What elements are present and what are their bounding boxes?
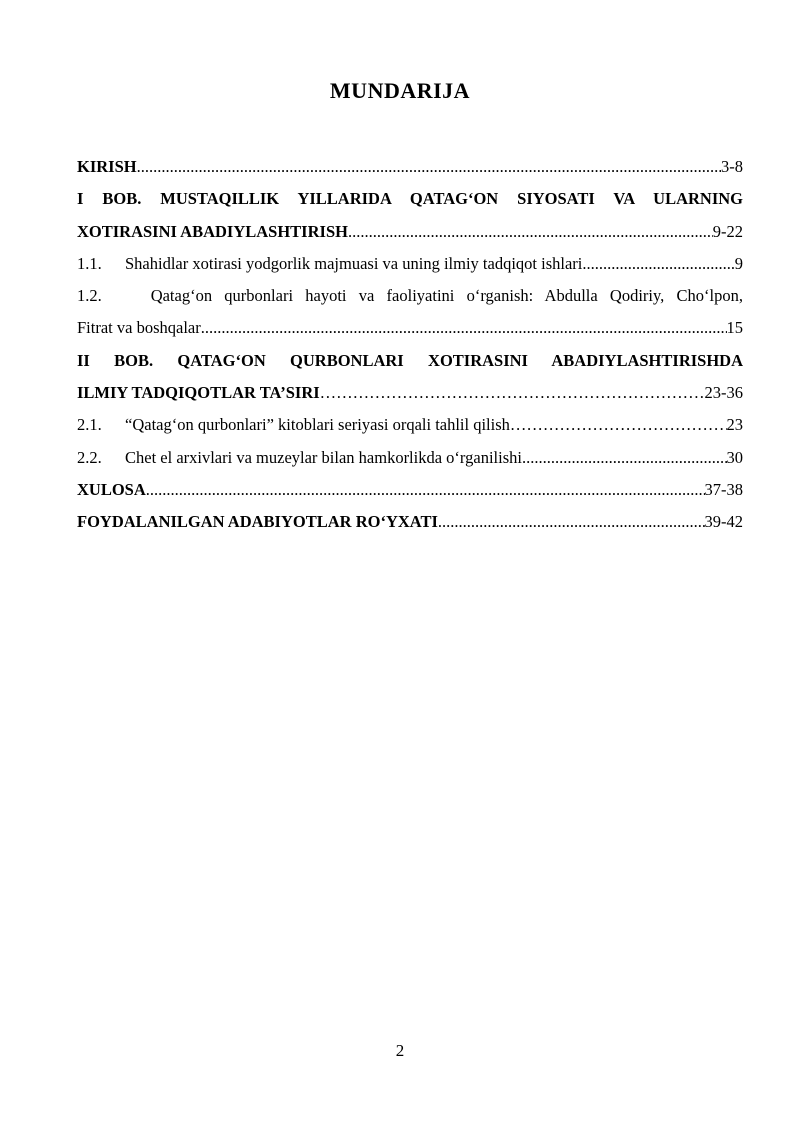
dot-leader bbox=[201, 318, 727, 338]
toc-page-ref: 15 bbox=[726, 318, 743, 338]
page-title: MUNDARIJA bbox=[329, 78, 471, 103]
toc-page-ref: 9-22 bbox=[712, 221, 743, 241]
toc-entry-label: FOYDALANILGAN ADABIYOTLAR RO‘YXATI bbox=[77, 512, 438, 532]
toc-page-ref: 39-42 bbox=[704, 512, 743, 532]
toc-entry-section-2-2 bbox=[77, 448, 743, 480]
toc-entry-section-1-1 bbox=[77, 254, 743, 286]
toc-entry-label: “Qatag‘on qurbonlari” kitoblari seriyasi orqali tahlil qilish bbox=[125, 415, 510, 435]
ellipsis-leader bbox=[320, 383, 705, 403]
toc-section-number: 2.1. bbox=[77, 415, 102, 435]
dot-leader bbox=[582, 254, 734, 274]
toc-entry-chapter-1-heading: I BOB. MUSTAQILLIK YILLARIDA QATAG‘ON SIYOSATI VA ULARNING bbox=[77, 189, 743, 209]
dot-leader bbox=[522, 448, 727, 468]
toc-section-number: 2.2. bbox=[77, 447, 102, 467]
toc-entry-references bbox=[77, 512, 743, 544]
toc-page-ref: 3-8 bbox=[721, 157, 743, 176]
ellipsis-leader bbox=[510, 415, 727, 435]
toc-entry-chapter-1 bbox=[77, 222, 743, 254]
dot-leader bbox=[348, 222, 713, 242]
toc-entry-label: Qatag‘on qurbonlari hayoti va faoliyatini o‘rganish: Abdulla Qodiriy, Cho‘lpon, bbox=[150, 286, 743, 306]
toc-entry-chapter-2 bbox=[77, 383, 743, 415]
toc-page-ref: 30 bbox=[726, 447, 743, 467]
toc-entry-label: XOTIRASINI ABADIYLASHTIRISH bbox=[77, 221, 348, 241]
toc-entry-kirish bbox=[77, 157, 743, 189]
toc-entry-label: KIRISH bbox=[77, 157, 137, 176]
toc-entry-label: Chet el arxivlari va muzeylar bilan hamkorlikda o‘rganilishi bbox=[125, 447, 522, 467]
toc-entry-label: Shahidlar xotirasi yodgorlik majmuasi va uning ilmiy tadqiqot ishlari bbox=[125, 253, 583, 273]
dot-leader bbox=[137, 157, 721, 177]
toc-page-ref: 9 bbox=[734, 253, 743, 273]
toc-section-number: 1.1. bbox=[77, 253, 102, 273]
toc-entry-section-1-2-heading bbox=[77, 286, 743, 318]
toc-entry-label: ILMIY TADQIQOTLAR TA’SIRI bbox=[77, 383, 320, 403]
toc-section-number: 1.2. bbox=[77, 286, 102, 306]
toc-page-ref: 23 bbox=[726, 415, 743, 435]
toc-entry-chapter-2-heading: II BOB. QATAG‘ON QURBONLARI XOTIRASINI ABADIYLASHTIRISHDA bbox=[77, 350, 743, 370]
toc-page-ref: 37-38 bbox=[704, 479, 743, 499]
dot-leader bbox=[438, 512, 705, 532]
toc-entry-label: XULOSA bbox=[77, 479, 146, 499]
toc-page-ref: 23-36 bbox=[704, 383, 743, 403]
toc-entry-section-2-1 bbox=[77, 415, 743, 447]
toc-entry-xulosa bbox=[77, 480, 743, 512]
toc-entry-label: Fitrat va boshqalar bbox=[77, 318, 201, 338]
table-of-contents bbox=[77, 157, 743, 545]
page-number: 2 bbox=[395, 1041, 405, 1060]
dot-leader bbox=[146, 480, 705, 500]
toc-entry-section-1-2 bbox=[77, 318, 743, 350]
